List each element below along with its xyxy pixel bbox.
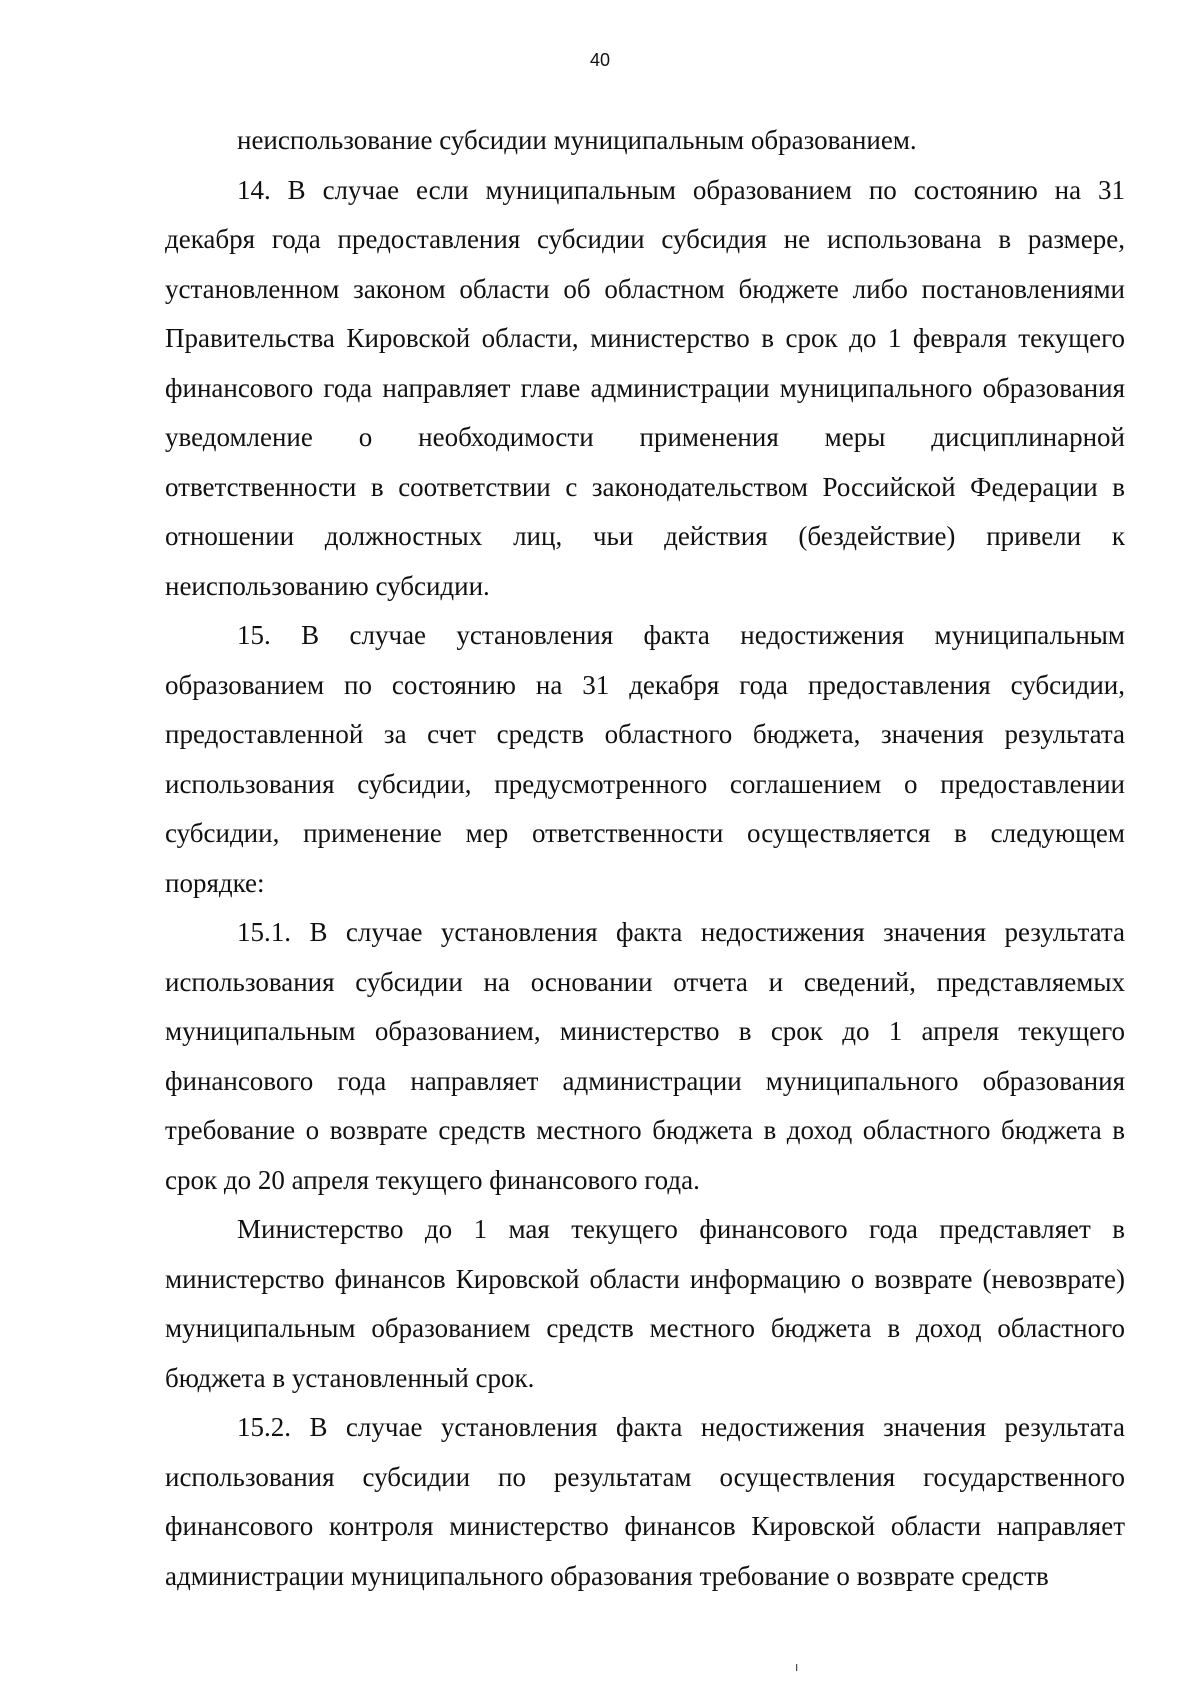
page-number: 40 — [589, 50, 611, 70]
document-body — [165, 116, 1125, 1601]
paragraph-15-2: 15.2. В случае установления факта недостижения значения результата использования субсидии по результатам осуществления государственного финансового контроля министерство финансов Кировской области направляет администрации муниципального образования требование о возврате средств — [165, 1412, 1125, 1591]
paragraph-ministry-report: Министерство до 1 мая текущего финансового года представляет в министерство финансов Кировской области информацию о возврате (невозврате) муниципальным образованием средств местного бюджета в доход областного бюджета в установленный срок. — [165, 1214, 1125, 1393]
paragraph-14: 14. В случае если муниципальным образованием по состоянию на 31 декабря года предоставления субсидии субсидия не использована в размере, установленном законом области об областном бюджете либо постановлениями Правительства Кировской области, министерство в срок до 1 февраля текущего финансового года направляет главе администрации муниципального образования уведомление о необходимости применения меры дисциплинарной ответственности в соответствии с законодательством Российской Федерации в отношении должностных лиц, чьи действия (бездействие) привели к неиспользованию субсидии. — [165, 174, 1125, 601]
paragraph-15: 15. В случае установления факта недостижения муниципальным образованием по состоянию на 31 декабря года предоставления субсидии, предоставленной за счет средств областного бюджета, значения результата использования субсидии, предусмотренного соглашением о предоставлении субсидии, применение мер ответственности осуществляется в следующем порядке: — [165, 620, 1125, 898]
footer-mark: ı — [795, 1660, 799, 1674]
paragraph-continuation: неиспользование субсидии муниципальным образованием. — [237, 125, 917, 155]
paragraph-15-1: 15.1. В случае установления факта недостижения значения результата использования субсидии на основании отчета и сведений, представляемых муниципальным образованием, министерство в срок до 1 апреля текущего финансового года направляет администрации муниципального образования требование о возврате средств местного бюджета в доход областного бюджета в срок до 20 апреля текущего финансового года. — [165, 917, 1125, 1195]
